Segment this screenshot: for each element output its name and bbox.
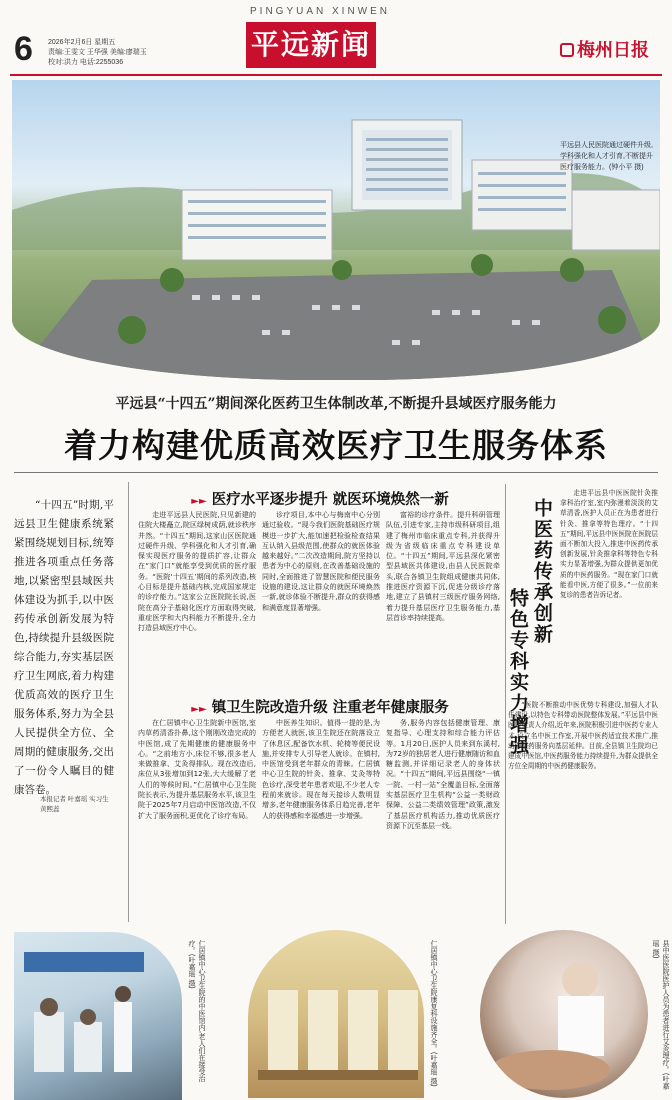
section-pinyin: PINGYUAN XINWEN bbox=[250, 6, 391, 17]
hospital-illustration bbox=[12, 80, 660, 380]
newspaper-logo-icon bbox=[560, 43, 574, 57]
photo-2-caption: 仁居镇中心卫生院康复科设施齐全。(叶嘉瑶 摄) bbox=[430, 940, 437, 1087]
masthead-rule bbox=[10, 74, 662, 76]
issue-meta bbox=[48, 38, 147, 68]
hospital-aerial-photo bbox=[12, 80, 660, 380]
newspaper-name bbox=[560, 36, 649, 62]
photo-moxibustion bbox=[480, 930, 648, 1098]
right-heading-2: 特色专科实力增强 bbox=[507, 588, 529, 756]
headline-rule bbox=[14, 472, 658, 473]
headline-title: 着力构建优质高效医疗卫生服务体系 bbox=[64, 426, 608, 465]
photo-moxibustion-illustration bbox=[480, 930, 648, 1098]
section-2-heading-text: 镇卫生院改造升级 注重老年健康服务 bbox=[211, 699, 449, 716]
issue-date: 2026年2月6日 星期五 bbox=[48, 39, 116, 46]
masthead bbox=[0, 0, 672, 76]
arrow-icon: ►► bbox=[191, 496, 207, 507]
newspaper-name-text: 梅州日报 bbox=[577, 40, 649, 61]
hero-caption: 平远县人民医院通过硬件升级,学科强化和人才引育,不断提升医疗服务能力。(钟小平 摄) bbox=[560, 142, 653, 171]
issue-editors: 责编:王雯文 王华强 美编:廖瑞玉 bbox=[48, 49, 147, 56]
section-2-heading bbox=[140, 696, 500, 717]
headline-subtitle: 平远县“十四五”期间深化医药卫生体制改革,不断提升县域医疗服务能力 bbox=[115, 396, 557, 412]
section-2-column-2: 中医养生知识。值得一提的是,为方便老人就医,该卫生院还在院落设立了休息区,配备饮水机、轮椅等便民设施,并安排专人引导老人就诊。在镇村,中医馆受到老年群众的青睐。仁居镇中心卫生院的针灸、推拿、艾灸等特色诊疗,深受老年患者欢迎,不少老人专程前来就诊。现在每天接诊人数明显增多,老年健康服务体系日趋完善,老年人的获得感和幸福感进一步增强。 bbox=[262, 719, 380, 820]
photo-tcm-hall bbox=[14, 932, 182, 1100]
column-divider bbox=[128, 482, 129, 922]
photo-tcm-hall-illustration bbox=[14, 932, 182, 1100]
section-2-column-3: 务,服务内容包括健康管理、康复指导、心理支持和综合能力评估等。1月20日,医护人员来到东溪村,为72岁的独居老人进行健康随访和血糖监测,并详细记录老人的身体状况。“十四五”期间,平远县围绕“一镇一院、一村一站”全覆盖目标,全面落实基层医疗卫生机构“公益一类财政保障、公益二类绩效管理”政策,激发了基层医疗机构活力,推动优质医疗资源下沉至基层一线。 bbox=[386, 719, 500, 830]
photo-rehab-room bbox=[248, 930, 424, 1098]
section-2-column-1: 在仁居镇中心卫生院新中医馆,室内草药清香扑鼻,这个刚刚改造完成的中医馆,成了先期健康的健康服务中心。“之前地方小,床位不够,很多老人来做推拿、艾灸得排队。现在改造后,床位从3张增加到12张,大大缓解了老人们的等候时间。”仁居镇中心卫生院院长表示,为提升基层服务水平,该卫生院于2025年7月启动中医馆改造,不仅扩大了服务面积,更优化了诊疗布局。 bbox=[138, 719, 256, 820]
section-1-heading-text: 医疗水平逐步提升 就医环境焕然一新 bbox=[211, 491, 449, 508]
lead-paragraph: “十四五”时期,平远县卫生健康系统紧紧围绕规划目标,统筹推进各项重点任务落地,以紧密型县域医共体建设为抓手,以中医药传承创新发展为特色,持续提升县级医院综合能力,夯实基层医疗卫生网底,着力构建优质高效的医疗卫生服务体系,努力为全县人民提供全方位、全周期的健康服务,交出了一份令人瞩目的健康答卷。 bbox=[14, 499, 114, 796]
page-number: 6 bbox=[14, 30, 33, 68]
section-1-heading bbox=[140, 488, 500, 509]
section-1-column-2: 诊疗项目,本中心与梅南中心分别通过验收。“现今我们医院基础医疗规模进一步扩大,能加速把检验检查结果互认纳入县级范围,使群众的就医体验越来越好。”二次改造期间,院方坚持以患者为中心的原则,在改善基础设施的同时,全面推进了智慧医院和便民服务设施的建设,这让群众的就医环境焕然一新,就诊体验不断提升,群众的获得感和满意度显著增强。 bbox=[262, 511, 380, 612]
right-heading-1: 中医药传承创新 bbox=[531, 498, 553, 645]
right-column-text: 走进平远县中医医院针灸推拿科治疗室,室内弥漫着淡淡的艾草清香,医护人员正在为患者进行针灸、推拿等特色理疗。“十四五”期间,平远县中医医院在医院层面不断加大投入,推进中医药传承创新发展,针灸推拿科等特色专科实力显著增强,为群众提供更加优质的中医药服务。“现在家门口就能看中医,方便了很多。”一位前来复诊的患者告诉记者。 bbox=[560, 489, 658, 600]
issue-proof: 校对:洪力 电话:2255036 bbox=[48, 59, 124, 66]
arrow-icon: ►► bbox=[191, 704, 207, 715]
section-title: 平远新闻 bbox=[246, 22, 376, 68]
section-1-column-1: 走进平远县人民医院,只见新建的住院大楼矗立,院区绿树成荫,就诊秩序井然。“十四五”期间,这家山区医院通过硬件升级、学科强化和人才引育,确保实现医疗服务的提质扩容,让群众在“家门口”就能享受到优质的医疗服务。“医院‘十四五’期间的系列改造,核心目标是提升基础内核,完成国家规定的诊疗能力。”这家公立医院院长说,医院在高分子基础化医疗方面取得突破,重症医学和大内科能力不断提升,全力打造县域医疗中心。 bbox=[138, 511, 256, 633]
author-note: 本报记者 叶嘉瑶 实习生 黄熙蕊 bbox=[40, 796, 109, 813]
section-1-column-3: 富裕的诊疗条件。提升科研管理队伍,引进专家,主持市级科研项目,组建了梅州市临床重点专科,并获得升级为省级临床重点专科建设单位。“十四五”期间,平远县深化紧密型县域医共体建设,由县人民医院牵头,联合各镇卫生院组成健康共同体,推进医疗资源下沉,促进分级诊疗落地,建立了县镇村三级医疗服务网络,着力提升基层医疗卫生服务能力,基层首诊率持续提高。 bbox=[386, 511, 500, 622]
photo-3-caption: 县中医医院医护人员为患者进行艾灸理疗。(叶嘉瑶 摄) bbox=[652, 940, 669, 1090]
photo-1-caption: 仁居镇中心卫生院的中医馆内,老人们在接受治疗。(叶嘉瑶 摄) bbox=[188, 940, 205, 1082]
right-column-text-2: “医院不断推动中医优势专科建设,加强人才队伍建设,以特色专科带动医院整体发展。”平远县中医医院负责人介绍,近年来,医院积极引进中医药专业人才,设立名中医工作室,开展中医药适宜技术推广,推动中医药服务向基层延伸。目前,全县镇卫生院均已建成中医馆,中医药服务能力持续提升,为群众提供全方位全周期的中医药健康服务。 bbox=[508, 701, 658, 771]
photo-rehab-illustration bbox=[248, 930, 424, 1098]
